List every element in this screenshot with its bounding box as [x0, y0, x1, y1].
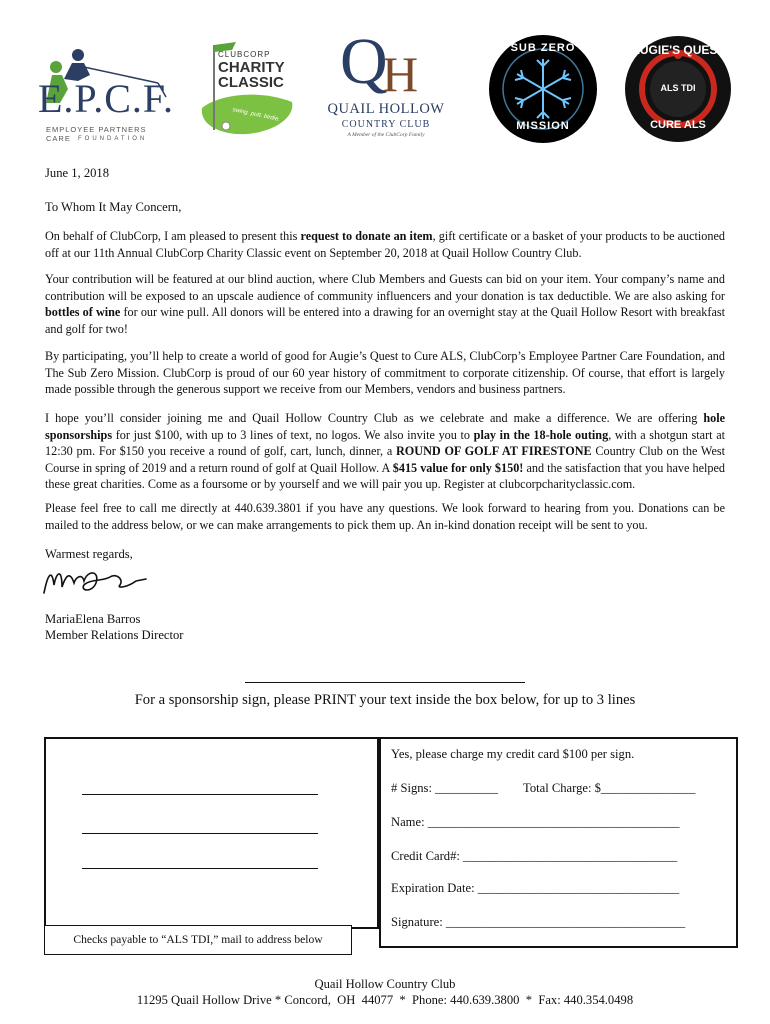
charity-classic-tag: swing. putt. birdie.: [231, 107, 281, 123]
charity-classic-line1: CLUBCORP: [218, 50, 271, 59]
sub-zero-mission-logo: [488, 34, 598, 144]
epcf-logo: [38, 45, 173, 145]
p4-bold-hole: hole sponsorships: [45, 411, 725, 442]
charge-line: Yes, please charge my credit card $100 per sign.: [391, 747, 635, 761]
augies-mid: ALS TDI: [660, 83, 696, 93]
p4-text-i: and the satisfaction that you have helped these great charities. Come as a foursome or by yourself and we will pair you up. Register at clubcorpcharityclassic.com.: [45, 460, 725, 492]
signer-name: MariaElena Barros: [45, 612, 141, 626]
epcf-sub1: EMPLOYEE PARTNERS CARE: [46, 125, 147, 143]
p1-text-a: On behalf of ClubCorp, I am pleased to present this: [45, 229, 301, 243]
separator-line: [245, 682, 525, 683]
charity-classic-line3: CLASSIC: [218, 74, 284, 91]
augies-top: AUGIE'S QUEST: [631, 43, 725, 57]
p1-bold-request: request to donate an item: [300, 229, 433, 243]
total-charge-field[interactable]: Total Charge: $_______________: [523, 781, 696, 795]
signature-field[interactable]: Signature: ______________________________________: [391, 915, 686, 929]
expiration-date-field[interactable]: Expiration Date: ________________________________: [391, 881, 680, 895]
name-field[interactable]: Name: ________________________________________: [391, 815, 680, 829]
p4-bold-firestone: ROUND OF GOLF AT FIRESTONE: [396, 444, 592, 459]
augies-bottom: CURE ALS: [650, 119, 706, 131]
letter-paragraph-5: Please feel free to call me directly at 440.639.3801 if you have any questions. We look forward to hearing from you. Donations can be mailed to the address below, or we can make arrangements to pick them up. An in-kind donation receipt will be sent to you.: [45, 501, 725, 532]
checks-payable-note: Checks payable to “ALS TDI,” mail to address below: [44, 925, 352, 955]
sub-zero-bottom: MISSION: [516, 120, 570, 132]
sponsorship-instruction: For a sponsorship sign, please PRINT your text inside the box below, for up to 3 lines: [134, 692, 636, 708]
qh-monogram: [338, 25, 438, 102]
p4-text-a: I hope you’ll consider joining me and Quail Hollow Country Club as we celebrate and make a difference. We are offering: [45, 411, 704, 425]
sign-text-box[interactable]: [44, 737, 379, 929]
p4-text-e: , with a shotgun start at 12:30 pm. For $150 you receive a round of golf, cart, lunch, dinner, a: [45, 427, 725, 459]
footer-club-name: Quail Hollow Country Club: [314, 977, 456, 991]
letter-paragraph-3: By participating, you’ll help to create a world of good for Augie’s Quest to Cure ALS, ClubCorp’s Employee Partner Care Foundation, and The Sub Zero Mission. ClubCorp is proud of our 60 year history of commitment to corporate citizenship. Of course, that effort is largely made possible through the generous support we receive from our Members, vendors and business partners.: [45, 349, 725, 397]
sub-zero-top: SUB ZERO: [510, 42, 576, 54]
epcf-name: E.P.C.F.: [38, 76, 174, 121]
p4-bold-outing: play in the 18-hole outing: [473, 427, 609, 442]
p1-text-c: , gift certificate or a basket of your products to be auctioned off at our 11th Annual ClubCorp Charity Classic event on September 20, 2018 at Quail Hollow Country Club.: [45, 229, 726, 260]
p4-bold-value: $415 value for only $150!: [392, 460, 524, 475]
footer-address: 11295 Quail Hollow Drive * Concord, OH 44077 * Phone: 440.639.3800 * Fax: 440.354.0498: [136, 993, 634, 1007]
p4-text-g: Country Club on the West Course in spring of 2019 and a return round of golf at Quail Hollow. A: [45, 444, 725, 475]
qh-h: H: [382, 46, 419, 102]
letter-paragraph-4: [45, 410, 725, 493]
charity-classic-line2: CHARITY: [218, 59, 285, 76]
augies-quest-logo: [624, 35, 732, 143]
quail-hollow-name2: COUNTRY CLUB: [341, 119, 431, 130]
letter-paragraph-2: [45, 271, 725, 337]
sign-line-1[interactable]: [82, 794, 318, 795]
sign-line-3[interactable]: [82, 868, 318, 869]
credit-card-box: [379, 737, 738, 948]
letter-paragraph-1: [45, 228, 725, 261]
p4-text-c: for just $100, with up to 3 lines of text, no logos. We also invite you to: [112, 427, 474, 442]
epcf-sub2: FOUNDATION: [78, 136, 148, 142]
letter-closing: Warmest regards,: [45, 547, 133, 561]
p2-text-a: Your contribution will be featured at our blind auction, where Club Members and Guests can bid on your item. Your company’s name and contribution will be exposed to an upscale audience of community influencers and your donation is tax deductible. We are also asking for: [45, 272, 725, 303]
sign-line-2[interactable]: [82, 833, 318, 834]
qh-q: Q: [340, 25, 388, 98]
handwritten-signature: [40, 563, 150, 603]
credit-card-field[interactable]: Credit Card#: __________________________________: [391, 849, 678, 863]
p2-bold-wine: bottles of wine: [45, 305, 121, 320]
charity-classic-logo: [196, 40, 298, 138]
letter-salutation: To Whom It May Concern,: [45, 200, 182, 214]
p2-text-c: for our wine pull. All donors will be entered into a drawing for an overnight stay at the Quail Hollow Resort with breakfast and golf for two!: [45, 305, 725, 336]
quail-hollow-name1: QUAIL HOLLOW: [327, 101, 445, 117]
quail-hollow-tag: A Member of the ClubCorp Family: [347, 132, 425, 138]
signs-field[interactable]: # Signs: __________: [391, 781, 499, 795]
signer-title: Member Relations Director: [45, 628, 184, 642]
quail-hollow-logo: [318, 25, 454, 145]
letter-date: June 1, 2018: [45, 166, 110, 180]
